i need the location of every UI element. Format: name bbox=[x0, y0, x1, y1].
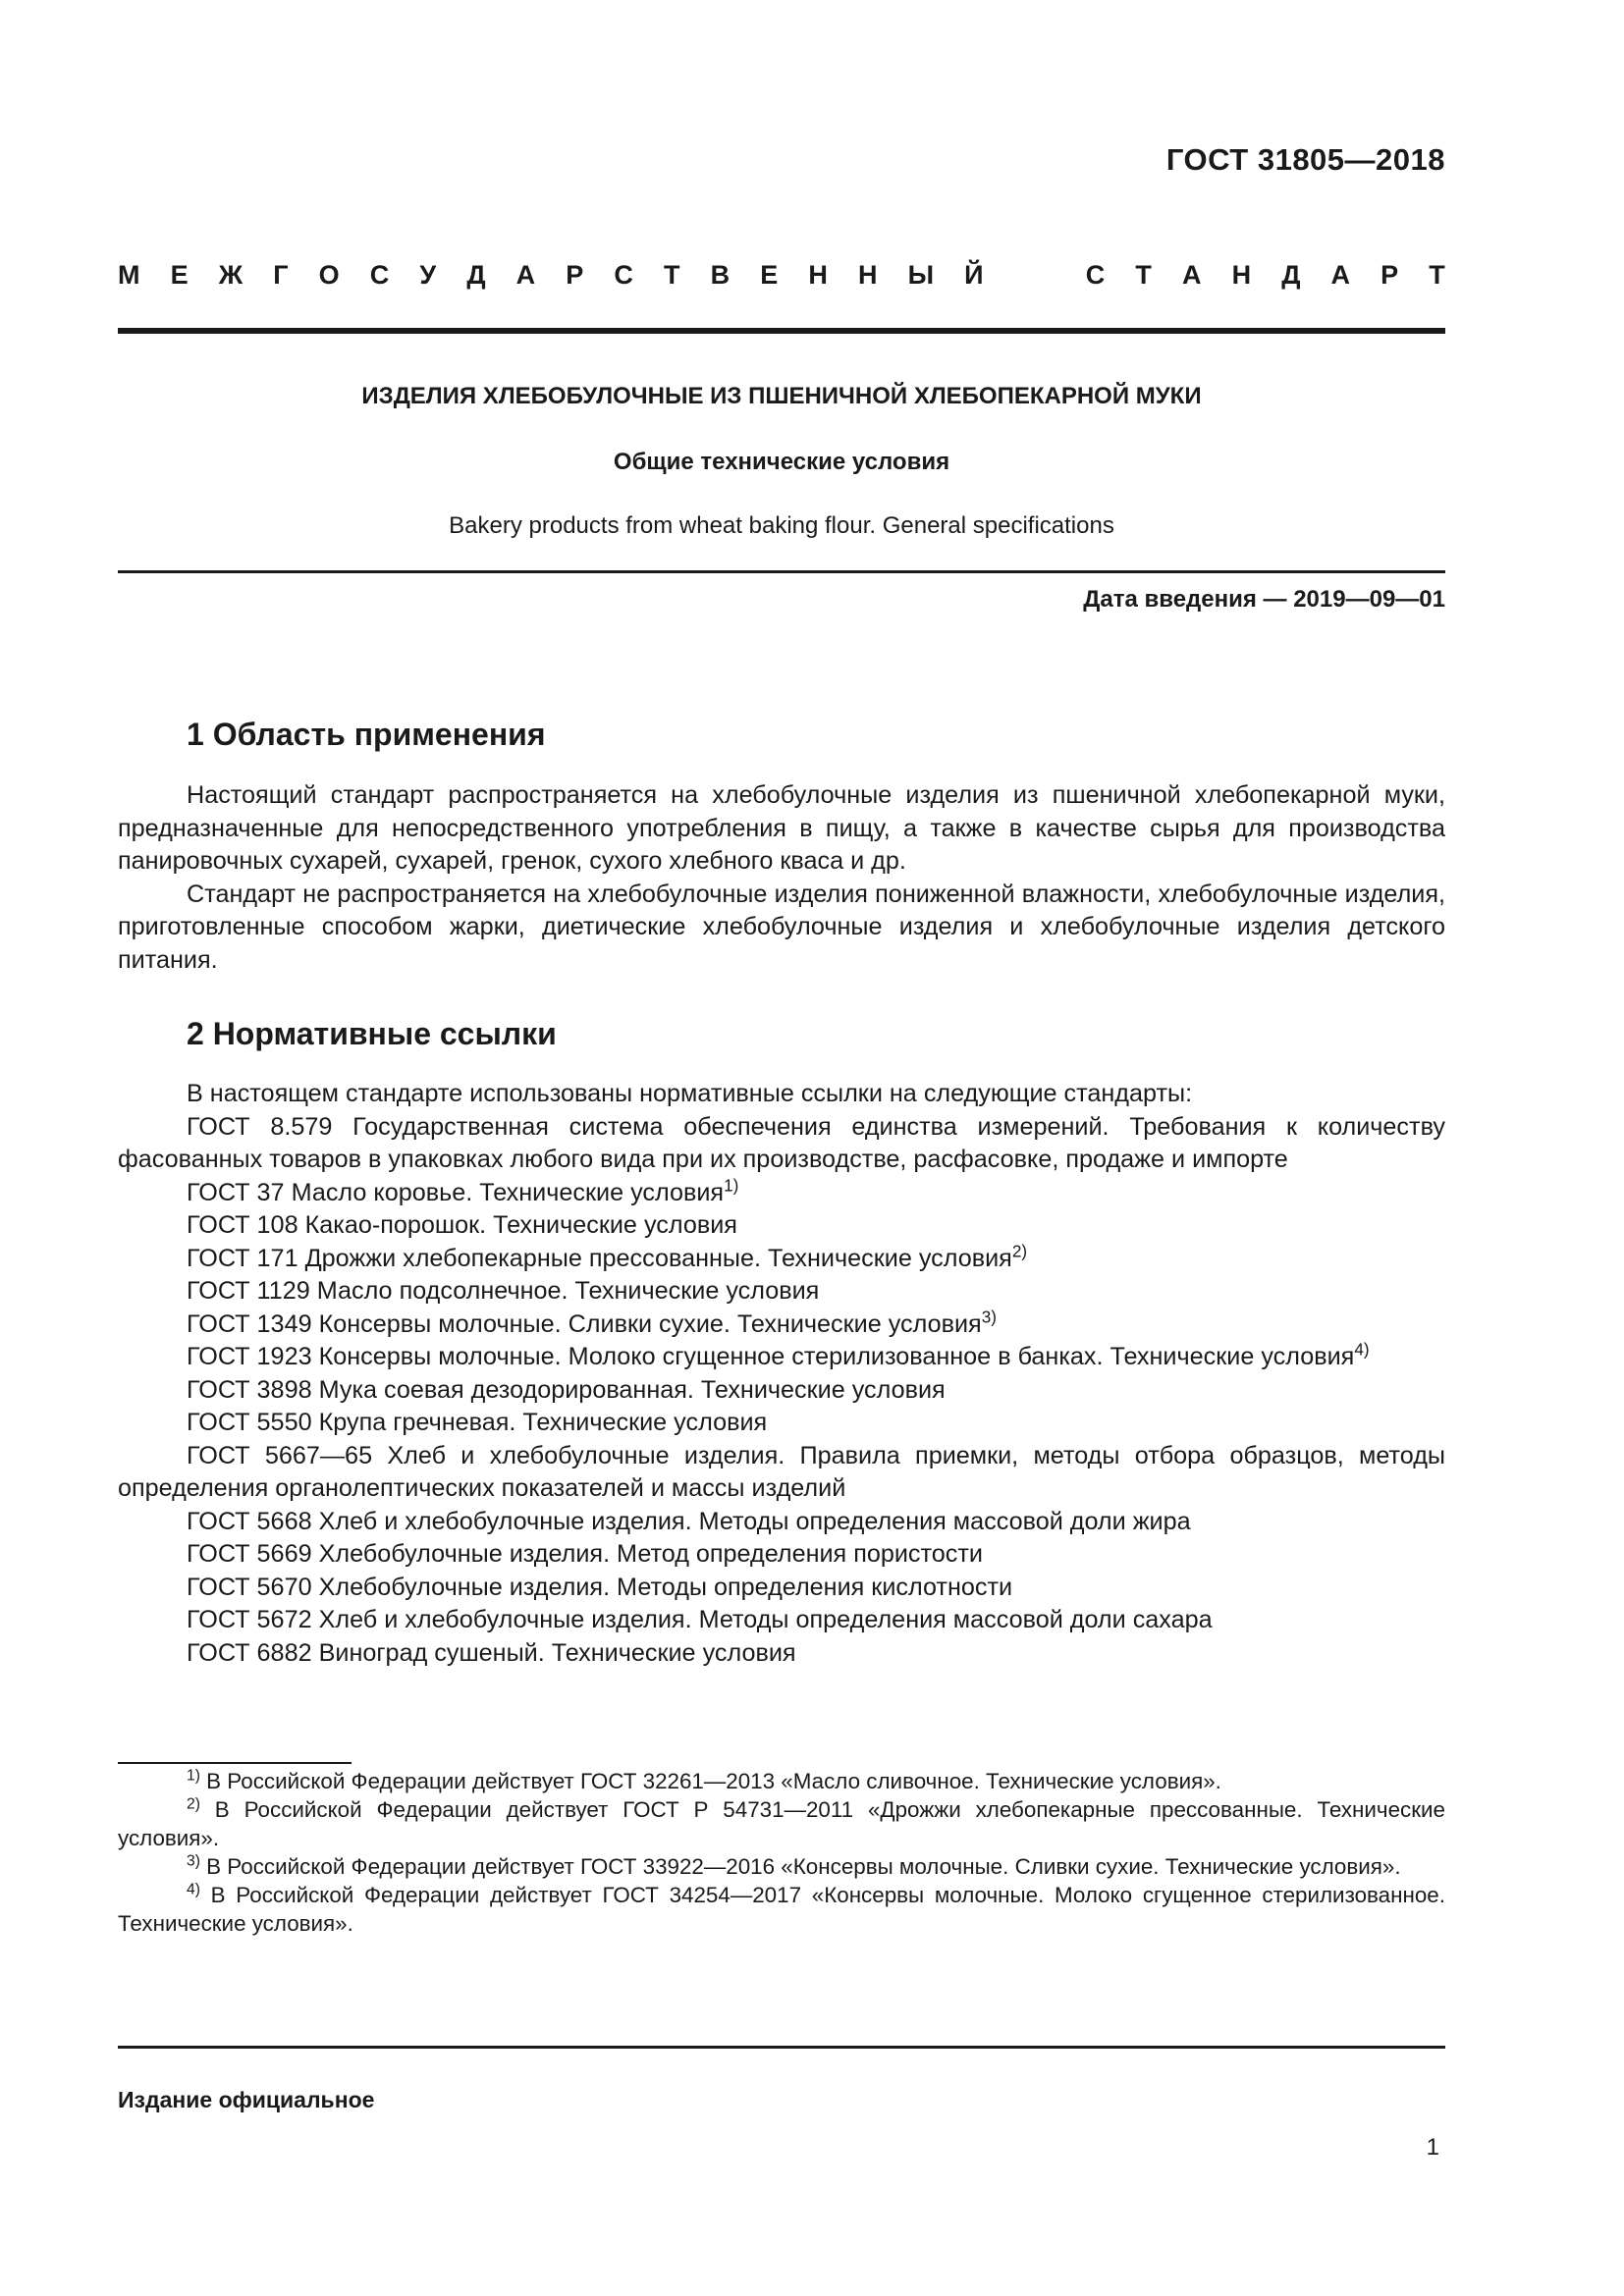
reference-text: ГОСТ 171 Дрожжи хлебопекарные прессованные. Технические условия bbox=[187, 1244, 1012, 1272]
footnote-marker: 1) bbox=[724, 1175, 739, 1196]
header-rule bbox=[118, 328, 1445, 334]
footnote-marker: 3) bbox=[981, 1307, 997, 1327]
banner-letter: А bbox=[1181, 260, 1202, 290]
banner-letter: Р bbox=[1380, 260, 1399, 290]
reference-text: ГОСТ 5672 Хлеб и хлебобулочные изделия. Методы определения массовой доли сахара bbox=[187, 1606, 1213, 1633]
footer-rule bbox=[118, 2046, 1445, 2049]
reference-text: ГОСТ 1923 Консервы молочные. Молоко сгущенное стерилизованное в банках. Технические условия bbox=[187, 1343, 1355, 1370]
reference-item bbox=[118, 1407, 1445, 1440]
reference-item bbox=[118, 1604, 1445, 1637]
banner-letter: У bbox=[419, 260, 437, 290]
document-title: ИЗДЕЛИЯ ХЛЕБОБУЛОЧНЫЕ ИЗ ПШЕНИЧНОЙ ХЛЕБОПЕКАРНОЙ МУКИ bbox=[361, 383, 1202, 409]
banner-letter: С bbox=[1085, 260, 1106, 290]
banner-letter: О bbox=[318, 260, 340, 290]
banner-letter: Д bbox=[466, 260, 486, 290]
reference-text: ГОСТ 37 Масло коровье. Технические условия bbox=[187, 1178, 725, 1206]
title-rule bbox=[118, 570, 1445, 573]
section-2-heading: 2 Нормативные ссылки bbox=[187, 1016, 557, 1051]
document-subtitle: Общие технические условия bbox=[613, 449, 950, 475]
footnotes bbox=[118, 1767, 1445, 1938]
banner-letter: М bbox=[118, 260, 140, 290]
references-intro: В настоящем стандарте использованы нормативные ссылки на следующие стандарты: bbox=[187, 1080, 1193, 1107]
edition-label: Издание официальное bbox=[118, 2087, 375, 2112]
reference-item bbox=[118, 1637, 1445, 1671]
reference-text: ГОСТ 5667—65 Хлеб и хлебобулочные изделия. Правила приемки, методы отбора образцов, методы определения органолептических показателей и массы изделий bbox=[118, 1441, 1445, 1502]
section-1-paragraph: Стандарт не распространяется на хлебобулочные изделия пониженной влажности, хлебобулочные изделия, приготовленные способом жарки, диетические хлебобулочные изделия и хлебобулочные изделия детского питания. bbox=[118, 880, 1445, 974]
banner-letter: Й bbox=[964, 260, 984, 290]
section-1-paragraph: Настоящий стандарт распространяется на хлебобулочные изделия из пшеничной хлебопекарной муки, предназначенные для непосредственного употребления в пищу, а также в качестве сырья для производства панировочных сухарей, сухарей, гренок, сухого хлебного кваса и др. bbox=[118, 781, 1445, 875]
banner-letter: С bbox=[614, 260, 633, 290]
banner-letter: Н bbox=[857, 260, 878, 290]
banner-letter: Т bbox=[1429, 260, 1445, 290]
reference-item bbox=[118, 1440, 1445, 1506]
footnote-mark: 3) bbox=[187, 1852, 200, 1870]
reference-text: ГОСТ 3898 Мука соевая дезодорированная. Технические условия bbox=[187, 1375, 946, 1404]
footnote-mark: 1) bbox=[187, 1767, 200, 1785]
section-1-body bbox=[118, 779, 1445, 977]
reference-text: ГОСТ 1349 Консервы молочные. Сливки сухие. Технические условия bbox=[187, 1309, 982, 1338]
footnote bbox=[118, 1852, 1445, 1881]
footnote-marker: 2) bbox=[1011, 1241, 1028, 1261]
banner-letter: В bbox=[710, 260, 731, 290]
standard-type-banner bbox=[118, 260, 1445, 291]
banner-letter: Т bbox=[1135, 260, 1152, 290]
reference-text: ГОСТ 5668 Хлеб и хлебобулочные изделия. Методы определения массовой доли жира bbox=[187, 1507, 1191, 1535]
banner-letter: С bbox=[369, 260, 390, 290]
reference-item bbox=[118, 1275, 1445, 1308]
reference-text: ГОСТ 5550 Крупа гречневая. Технические условия bbox=[187, 1409, 768, 1436]
normative-references bbox=[118, 1078, 1445, 1670]
banner-letter: Д bbox=[1281, 260, 1301, 290]
banner-letter: Н bbox=[808, 260, 828, 290]
banner-letter: Г bbox=[273, 260, 289, 290]
reference-text: ГОСТ 5670 Хлебобулочные изделия. Методы определения кислотности bbox=[187, 1573, 1013, 1601]
reference-item bbox=[118, 1374, 1445, 1408]
banner-word-gap bbox=[1014, 260, 1056, 291]
reference-item bbox=[118, 1538, 1445, 1572]
footnote-mark: 4) bbox=[187, 1881, 200, 1898]
reference-text: ГОСТ 1129 Масло подсолнечное. Технические условия bbox=[187, 1277, 820, 1305]
banner-letter: Н bbox=[1231, 260, 1252, 290]
reference-text: ГОСТ 8.579 Государственная система обеспечения единства измерений. Требования к количеству фасованных товаров в упаковках любого вида при их производстве, расфасовке, продаже и импорте bbox=[118, 1112, 1445, 1173]
banner-letter: Ы bbox=[907, 260, 935, 290]
reference-item bbox=[118, 1243, 1445, 1276]
footnote-text: В Российской Федерации действует ГОСТ 33922—2016 «Консервы молочные. Сливки сухие. Технические условия». bbox=[206, 1854, 1401, 1879]
reference-item bbox=[118, 1209, 1445, 1243]
section-1-heading: 1 Область применения bbox=[187, 717, 546, 752]
banner-letter: Е bbox=[170, 260, 189, 290]
footnote-marker: 4) bbox=[1354, 1339, 1370, 1360]
banner-letter: Р bbox=[566, 260, 584, 290]
banner-letter: Е bbox=[760, 260, 779, 290]
page-number: 1 bbox=[1426, 2134, 1439, 2161]
banner-letter: А bbox=[515, 260, 536, 290]
reference-text: ГОСТ 5669 Хлебобулочные изделия. Метод определения пористости bbox=[187, 1540, 983, 1568]
reference-item bbox=[118, 1111, 1445, 1177]
footnote bbox=[118, 1767, 1445, 1795]
footnote-separator bbox=[118, 1762, 352, 1764]
footnote-text: В Российской Федерации действует ГОСТ 32261—2013 «Масло сливочное. Технические условия». bbox=[206, 1769, 1221, 1793]
footnote bbox=[118, 1881, 1445, 1938]
footnote-text: В Российской Федерации действует ГОСТ Р 54731—2011 «Дрожжи хлебопекарные прессованные. Технические условия». bbox=[118, 1797, 1445, 1850]
banner-letter: Т bbox=[664, 260, 680, 290]
english-title: Bakery products from wheat baking flour. General specifications bbox=[449, 512, 1114, 539]
document-number: ГОСТ 31805—2018 bbox=[1165, 142, 1445, 177]
reference-item bbox=[118, 1177, 1445, 1210]
reference-item bbox=[118, 1506, 1445, 1539]
reference-item bbox=[118, 1308, 1445, 1342]
reference-text: ГОСТ 6882 Виноград сушеный. Технические условия bbox=[187, 1638, 796, 1667]
reference-item bbox=[118, 1341, 1445, 1374]
reference-text: ГОСТ 108 Какао-порошок. Технические условия bbox=[187, 1211, 737, 1239]
reference-item bbox=[118, 1572, 1445, 1605]
footnote-mark: 2) bbox=[187, 1795, 200, 1813]
banner-letter: А bbox=[1330, 260, 1351, 290]
footnote bbox=[118, 1795, 1445, 1852]
banner-letter: Ж bbox=[218, 260, 244, 290]
footnote-text: В Российской Федерации действует ГОСТ 34254—2017 «Консервы молочные. Молоко сгущенное стерилизованное. Технические условия». bbox=[118, 1883, 1445, 1936]
introduction-date: Дата введения — 2019—09—01 bbox=[1083, 586, 1445, 613]
